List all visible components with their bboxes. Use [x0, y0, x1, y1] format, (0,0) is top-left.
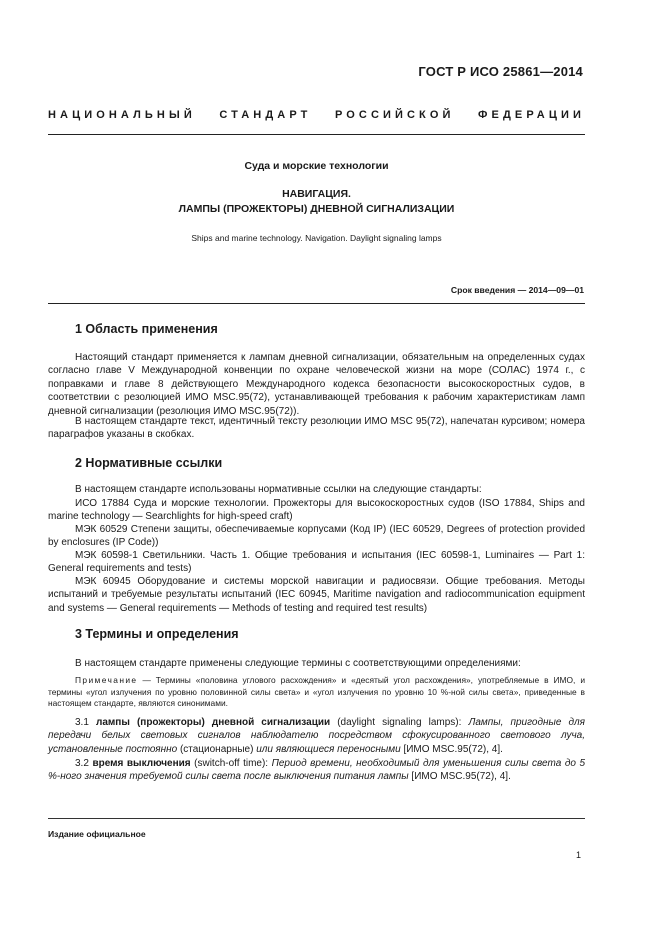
note-text: — Термины «половина углового расхождения» и «десятый угол расхождения», употребляемые в ИМО, и термины «угол излучения по уровню половинной силы света» и «угол излучения по уровню 10 %-ной силы света», приведенные в настоящем стандарте, являются синонимами. — [48, 675, 585, 709]
title-category: Суда и морские технологии — [244, 160, 389, 172]
section-1-paragraph-2: В настоящем стандарте текст, идентичный тексту резолюции ИМО MSC 95(72), напечатан курсивом; номера параграфов указаны в скобках. — [48, 416, 585, 441]
term-reference: [ИМО MSC.95(72), 4]. — [408, 771, 511, 783]
title-english: Ships and marine technology. Navigation. Daylight signaling lamps — [191, 233, 442, 243]
section-3-intro: В настоящем стандарте применены следующие термины с соответствующими определениями: — [75, 658, 521, 669]
page-number: 1 — [575, 850, 581, 860]
terms-note — [48, 675, 585, 710]
reference-item: МЭК 60529 Степени защиты, обеспечиваемые корпусами (Код IP) (IEC 60529, Degrees of protection provided by enclosures (IP Code)) — [48, 524, 585, 549]
term-definition: Период времени, необходимый для уменьшения силы света до 5 %-ного значения требуемой силы света после выключения питания лампы — [48, 758, 586, 783]
term-definition-plain: (стационарные) — [177, 743, 257, 755]
effective-date: Срок введения — 2014—09—01 — [450, 285, 584, 295]
section-1-heading: 1 Область применения — [75, 322, 218, 336]
term-english: (daylight signaling lamps): — [330, 717, 469, 728]
reference-item: ИСО 17884 Суда и морские технологии. Прожекторы для высокоскоростных судов (ISO 17884, Ships and marine technology — Searchlights for high-speed craft) — [48, 498, 585, 523]
date-divider — [48, 303, 585, 304]
term-english: (switch-off time): — [190, 758, 272, 769]
reference-item: МЭК 60598-1 Светильники. Часть 1. Общие требования и испытания (IEC 60598-1, Luminaires — Part 1: General requirements and tests) — [48, 550, 585, 575]
title-line-1: НАВИГАЦИЯ. — [282, 188, 351, 200]
document-code: ГОСТ Р ИСО 25861—2014 — [418, 64, 583, 79]
term-name: лампы (прожекторы) дневной сигнализации — [95, 717, 331, 728]
section-1-paragraph-1: Настоящий стандарт применяется к лампам дневной сигнализации, обязательным на определенных судах согласно главе V Международной конвенции по охране человеческой жизни на море (СОЛАС) 1974 г., с поправками и главе 8 действующего Международного кодекса безопасности высокоскоростных судов, в соответствии с резолюцией ИМО MSC.95(72), устанавливающей требования к рабочим характеристикам ламп дневной сигнализации (резолюция ИМО MSC.95(72)). — [48, 352, 585, 417]
term-3-1 — [48, 716, 585, 756]
term-name: время выключения — [92, 758, 191, 769]
reference-item: МЭК 60945 Оборудование и системы морской навигации и радиосвязи. Общие требования. Методы испытаний и требуемые результаты испытаний (IEC 60945, Maritime navigation and radiocommunication equipment and systems — General requirements — Methods of testing and required test results) — [48, 576, 585, 614]
national-standard-banner: НАЦИОНАЛЬНЫЙ СТАНДАРТ РОССИЙСКОЙ ФЕДЕРАЦИИ — [48, 109, 585, 121]
footer-divider — [48, 818, 585, 819]
term-definition: Лампы, пригодные для передачи белых световых сигналов наблюдателю посредством сфокусированного светового луча, установленные постоянно — [48, 717, 586, 755]
term-number: 3.1 — [75, 717, 89, 728]
term-reference: [ИМО MSC.95(72), 4]. — [400, 743, 503, 755]
title-line-2: ЛАМПЫ (ПРОЖЕКТОРЫ) ДНЕВНОЙ СИГНАЛИЗАЦИИ — [178, 203, 455, 215]
header-divider — [48, 134, 585, 135]
note-label: Примечание — [75, 675, 138, 685]
term-3-2 — [48, 757, 585, 784]
section-2-heading: 2 Нормативные ссылки — [75, 456, 223, 470]
term-number: 3.2 — [75, 758, 89, 769]
edition-label: Издание официальное — [48, 829, 146, 839]
section-2-intro: В настоящем стандарте использованы нормативные ссылки на следующие стандарты: — [75, 484, 482, 495]
term-definition: или являющиеся переносными — [256, 743, 401, 755]
section-3-heading: 3 Термины и определения — [75, 627, 239, 641]
